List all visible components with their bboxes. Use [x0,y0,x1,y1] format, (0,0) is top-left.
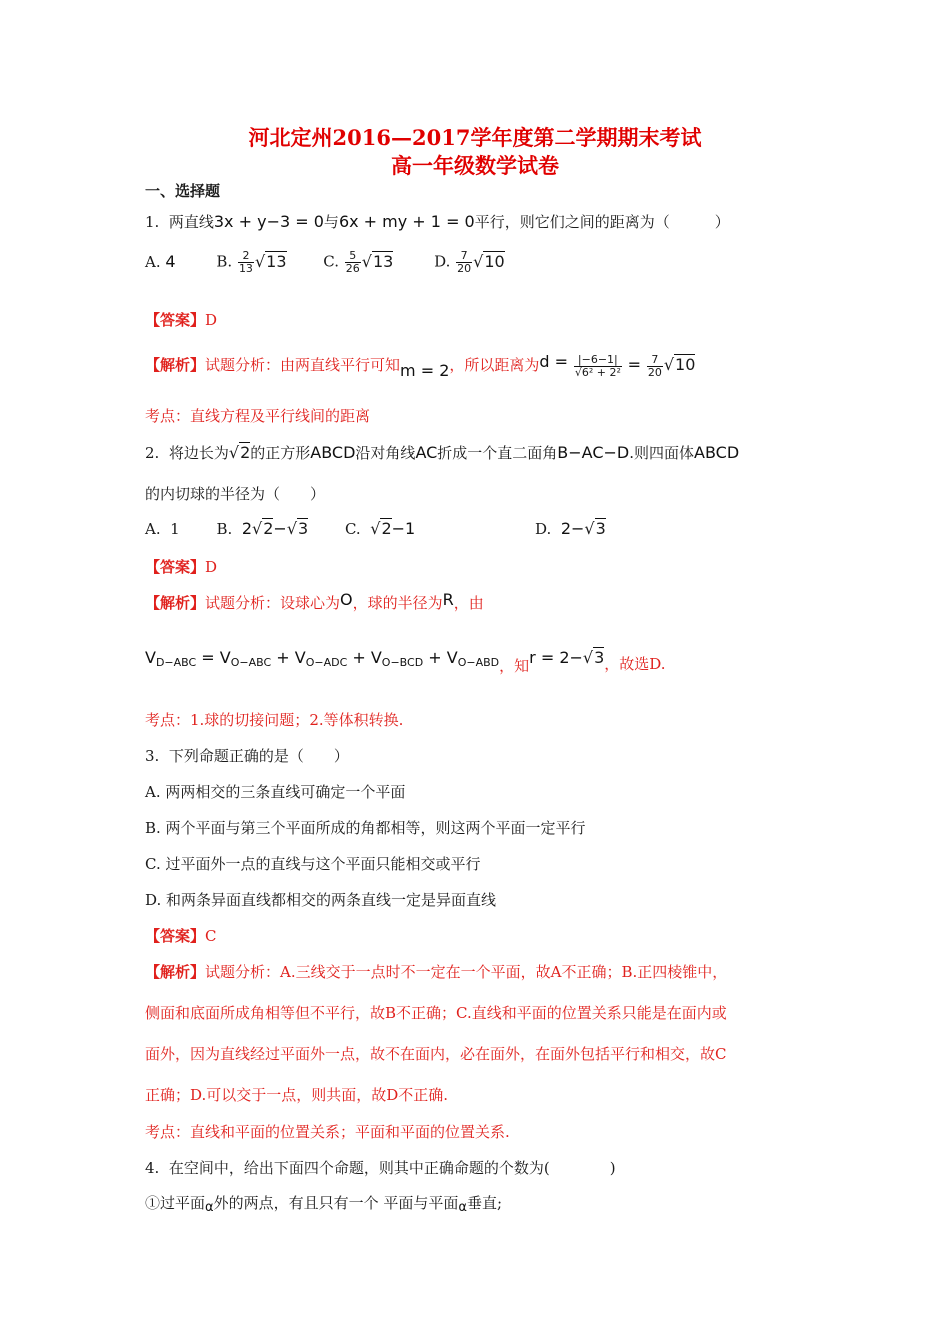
sqrt: √13 [254,251,287,271]
q1-eq1: 3x + y−3 = 0 [213,212,324,231]
sqrt: √10 [663,355,696,374]
sqrt: √3 [286,519,309,538]
q1-text-post: 平行，则它们之间的距离为（ ） [474,213,730,231]
q4-text: ①过平面 [145,1194,206,1212]
q3-option-c: C. 过平面外一点的直线与这个平面只能相交或平行 [145,855,481,873]
q2-option-d [535,519,606,538]
option-label: D. [434,252,451,271]
answer-value: D [205,558,218,576]
option-label: B. [216,520,233,538]
q3-analysis-line3: 面外，因为直线经过平面外一点，故不在面内，必在面外，在面外包括平行和相交，故C [145,1045,727,1063]
math: ABCD [310,443,356,462]
sqrt: √2 [252,519,274,538]
q1-stem [145,211,730,232]
exam-title-line2: 高一年级数学试卷 [391,153,559,178]
sqrt: √2 [370,519,392,538]
sqrt: √13 [361,251,394,271]
answer-tag: 【答案】 [145,311,206,329]
q2-options [145,519,606,538]
q1-number: 1. [145,213,160,231]
sqrt: √10 [473,251,505,271]
math-sub: O−BCD [381,656,424,669]
option-label: C. [323,252,339,271]
option-label: C. [344,520,361,538]
analysis-text: 试题分析：设球心为 [205,594,341,612]
q2-option-c [345,519,415,538]
math: + V [271,648,306,667]
math: r = 2− [529,648,583,667]
option-label: A. [145,252,161,271]
math-sub: O−ABD [457,656,500,669]
math: V [145,648,156,667]
math: R [442,590,454,609]
q2-stem [145,442,739,463]
math-sub: O−ABC [230,656,272,669]
analysis-text: ，知 [499,657,530,675]
fraction: $\frac{7}{20}$ [457,249,472,275]
q4-text: 在空间中，给出下面四个命题，则其中正确命题的个数为( ) [168,1159,616,1177]
q1-option-c [323,250,393,275]
q3-analysis-line1 [145,961,727,982]
q4-text: 外的两点，有且只有一个 平面与平面 [213,1194,459,1212]
q3-answer [145,925,217,946]
q1-kaodian: 考点：直线方程及平行线间的距离 [145,407,371,425]
q2-number: 2. [145,444,160,462]
q2-text: 沿对角线 [355,444,416,462]
math: d = [539,352,569,371]
answer-tag: 【答案】 [145,558,206,576]
q1-eq2: 6x + my + 1 = 0 [338,212,475,231]
analysis-text: 试题分析：A.三线交于一点时不一定在一个平面，故A不正确；B.正四棱锥中， [205,963,728,981]
q1-answer [145,309,217,330]
section-heading: 一、选择题 [145,182,221,200]
math: m = 2 [400,361,450,380]
math: B−AC−D [557,443,630,462]
q3-kaodian: 考点：直线和平面的位置关系；平面和平面的位置关系. [145,1123,510,1141]
answer-tag: 【答案】 [145,927,206,945]
q1-text-mid: 与 [323,213,339,231]
option-value: 2 [241,519,253,538]
fraction: $\frac{2}{13}$ [238,249,253,275]
math: = [627,355,642,374]
q3-stem [145,745,349,766]
q2-volume-formula [145,648,666,676]
q3-analysis-line4: 正确；D.可以交于一点，则共面，故D不正确. [145,1086,449,1104]
q2-answer [145,556,217,577]
fraction: $\frac{5}{26}$ [345,249,360,275]
fraction: $\frac{|-6-1|}{\text{√6² + 2²}}$ [574,352,621,379]
q1-option-b [216,250,286,275]
q1-text: 两直线 [168,213,214,231]
analysis-text: 试题分析：由两直线平行可知 [205,356,401,374]
sqrt: √3 [582,648,605,667]
q3-analysis-line2: 侧面和底面所成角相等但不平行，故B不正确；C.直线和平面的位置关系只能是在面内或 [145,1004,727,1022]
q2-text: 的正方形 [250,444,311,462]
q4-number: 4. [145,1159,160,1177]
math: + V [423,648,458,667]
q2-stem-line2: 的内切球的半径为（ ） [145,485,326,503]
math: + V [347,648,382,667]
analysis-text: ，所以距离为 [449,356,540,374]
q2-text: 折成一个直二面角 [437,444,558,462]
math: − [273,519,287,538]
option-value: 2− [560,519,585,538]
q2-analysis [145,590,484,613]
q1-option-d [434,250,505,275]
q1-option-a [145,252,176,271]
q2-text: 将边长为 [168,444,229,462]
q4-stem [145,1157,616,1178]
option-value: 1 [170,520,180,538]
q3-option-b: B. 两个平面与第三个平面所成的角都相等，则这两个平面一定平行 [145,819,586,837]
q2-option-b [216,519,308,538]
sqrt: √2 [228,443,251,462]
q1-analysis [145,352,695,380]
q4-item1 [145,1192,502,1215]
q2-kaodian: 考点：1.球的切接问题；2.等体积转换. [145,711,404,729]
answer-value: C [205,927,217,945]
exam-title-line1: 河北定州2016—2017学年度第二学期期末考试 [248,125,702,150]
analysis-text: ，球的半径为 [352,594,443,612]
math: O [340,590,353,609]
q3-option-d: D. 和两条异面直线都相交的两条直线一定是异面直线 [145,891,497,909]
math: AC [415,443,438,462]
sqrt: √3 [584,519,606,538]
option-label: D. [535,520,552,538]
analysis-tag: 【解析】 [145,356,206,374]
q1-options [145,250,505,275]
answer-value: D [205,311,218,329]
math: −1 [391,519,416,538]
q3-text: 下列命题正确的是（ ） [168,747,349,765]
option-value: 4 [165,251,176,271]
q2-text: .则四面体 [629,444,695,462]
q3-option-a: A. 两两相交的三条直线可确定一个平面 [145,783,406,801]
q4-text: 垂直; [466,1194,503,1212]
option-label: B. [216,252,233,271]
analysis-text: ，故选D. [604,655,666,673]
math: ABCD [694,443,740,462]
q2-option-a [145,520,180,538]
option-label: A. [145,520,161,538]
analysis-tag: 【解析】 [145,963,206,981]
math: = V [196,648,231,667]
math-sub: D−ABC [155,656,197,669]
math: α [205,1200,214,1215]
analysis-tag: 【解析】 [145,594,206,612]
math-sub: O−ADC [305,656,348,669]
analysis-text: ，由 [453,594,484,612]
math: α [458,1200,467,1215]
fraction: $\frac{7}{20}$ [647,352,662,379]
q3-number: 3. [145,747,160,765]
